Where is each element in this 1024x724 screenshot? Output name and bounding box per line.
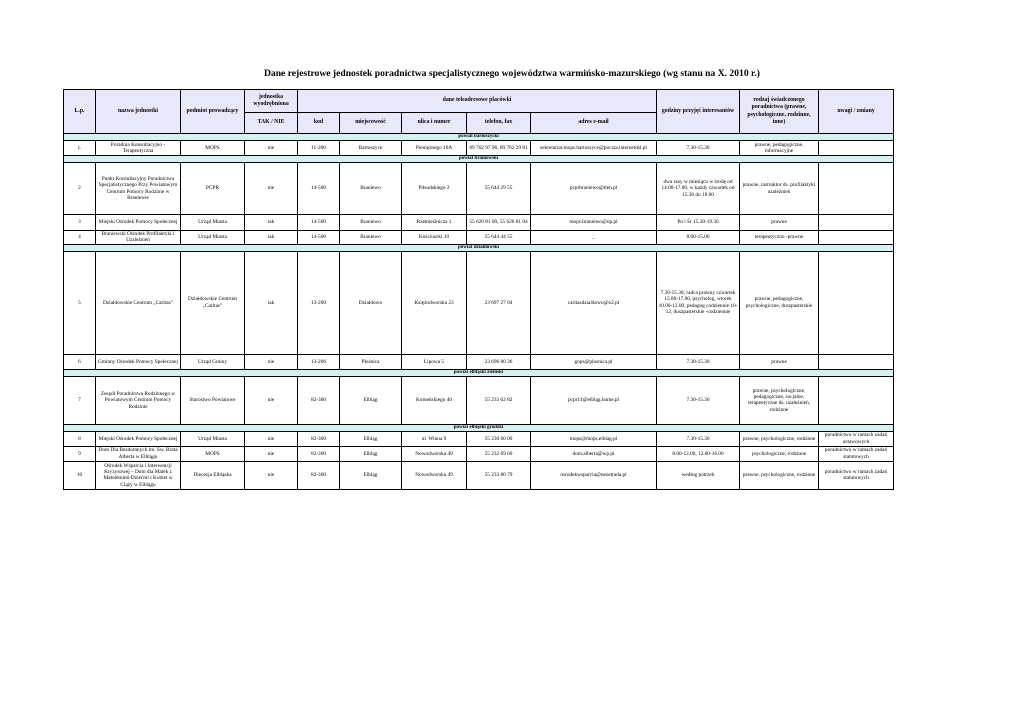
cell-uwagi (819, 215, 894, 231)
cell-podmiot: MOPS (181, 141, 245, 156)
cell-nazwa: Braniewski Ośrodek Profilaktyki i Uzależnień (96, 231, 181, 245)
col-header-nazwa: nazwa jednostki (96, 90, 181, 134)
cell-miejscowosc: Działdowo (340, 251, 402, 354)
section-label: powiat bartoszycki (64, 134, 894, 141)
cell-uwagi: poradnictwo w ramach zadań ustawowych (819, 431, 894, 446)
section-label: powiat elbląski ziemski (64, 369, 894, 376)
cell-ulica: Nowodworska 49 (402, 461, 467, 489)
cell-tak-nie: nie (245, 446, 298, 461)
cell-tak-nie: nie (245, 461, 298, 489)
cell-kod: 14-500 (298, 215, 340, 231)
cell-rodzaj: prawne (740, 354, 819, 369)
cell-email: caritasdzialdowo@o2.pl (531, 251, 657, 354)
cell-email: pcpr14@elbląg.home.pl (531, 376, 657, 424)
cell-uwagi: poradnictwo w ramach zadań statutowych (819, 446, 894, 461)
cell-miejscowosc: Braniewo (340, 231, 402, 245)
cell-godziny: 7.30-15.30 (657, 354, 740, 369)
cell-nazwa: Ośrodek Wsparcia i Interwencji Kryzysowej – Dom dla Matek z Małoletnimi Dziećmi i Kobiet w Ciąży w Elblągu (96, 461, 181, 489)
cell-telefon: 23 697 27 04 (467, 251, 531, 354)
cell-rodzaj: prawne, pedagogiczne, informacyjne (740, 141, 819, 156)
cell-kod: 82-300 (298, 431, 340, 446)
cell-ulica: Rzemieślnicza 1 (402, 215, 467, 231)
col-header-email: adres e-mail (531, 113, 657, 134)
cell-kod: 13-206 (298, 354, 340, 369)
cell-telefon: 55 233 62 82 (467, 376, 531, 424)
cell-godziny: 7.30-15.30 (657, 431, 740, 446)
cell-podmiot: Działdowskie Centrum „Caritas” (181, 251, 245, 354)
cell-kod: 14-500 (298, 231, 340, 245)
table-row (64, 141, 894, 156)
cell-podmiot: PCPR (181, 163, 245, 215)
col-header-telefon: telefon, fax (467, 113, 531, 134)
cell-ulica: Komeńskiego 40 (402, 376, 467, 424)
col-header-kod: kod (298, 113, 340, 134)
cell-tak-nie: nie (245, 141, 298, 156)
cell-tak-nie: tak (245, 231, 298, 245)
section-row (64, 424, 894, 431)
cell-lp: 8 (64, 431, 96, 446)
cell-telefon: 89 762 97 96, 89 762 29 81 (467, 141, 531, 156)
cell-email: gops@plosnica.pl (531, 354, 657, 369)
col-header-jednostka: jednostka wyodrębniona (245, 90, 298, 113)
section-row (64, 156, 894, 163)
cell-rodzaj: prawne, psychologiczne, pedagogiczne, socjalne, terapeutyczne ds. uzależnień, rodzinne (740, 376, 819, 424)
cell-uwagi (819, 354, 894, 369)
cell-lp: 2 (64, 163, 96, 215)
cell-tak-nie: nie (245, 376, 298, 424)
cell-ulica: ul. Winna 9 (402, 431, 467, 446)
cell-godziny: dwa razy w miesiącu w środę od 14.00-17.00, w każdy czwartek od 15.30 do 18.00 (657, 163, 740, 215)
cell-kod: 13-200 (298, 251, 340, 354)
cell-godziny: według potrzeb (657, 461, 740, 489)
cell-nazwa: Gminny Ośrodek Pomocy Społecznej (96, 354, 181, 369)
col-header-lp: L.p. (64, 90, 96, 134)
cell-miejscowosc: Braniewo (340, 215, 402, 231)
cell-kod: 82-300 (298, 461, 340, 489)
cell-ulica: Księżodworska 23 (402, 251, 467, 354)
cell-telefon: 55 233 80 79 (467, 461, 531, 489)
header-row (64, 90, 894, 113)
cell-rodzaj: terapeutyczno -prawne (740, 231, 819, 245)
cell-podmiot: MOPS (181, 446, 245, 461)
cell-podmiot: Diecezja Elbląska (181, 461, 245, 489)
cell-godziny: 7.30-15.30; radca prawny czwartek 15.00-17.00, psycholog, wtorek 10.00-12.00, pedagog codziennie 10-12, duszpasterskie -codziennie (657, 251, 740, 354)
cell-uwagi (819, 231, 894, 245)
table-row (64, 461, 894, 489)
cell-tak-nie: tak (245, 215, 298, 231)
col-header-godziny: godziny przyjęć interesantów (657, 90, 740, 134)
table-row (64, 215, 894, 231)
cell-telefon: 55 232 69 60 (467, 446, 531, 461)
cell-godziny: 7.30-15.30 (657, 376, 740, 424)
cell-rodzaj: prawne, psychologiczne, rodzinne (740, 431, 819, 446)
cell-miejscowosc: Bartoszyce (340, 141, 402, 156)
table-row (64, 354, 894, 369)
cell-ulica: Piłsudskiego 2 (402, 163, 467, 215)
section-row (64, 134, 894, 141)
cell-nazwa: Poradnia Konsultacyjno - Terapeutyczna (96, 141, 181, 156)
section-row (64, 244, 894, 251)
cell-rodzaj: prawne, psychologiczne, rodzinne (740, 461, 819, 489)
cell-lp: 9 (64, 446, 96, 461)
cell-nazwa: Działdowskie Centrum „Caritas” (96, 251, 181, 354)
col-header-ulica: ulica i numer (402, 113, 467, 134)
cell-telefon: 55 644 29 55 (467, 163, 531, 215)
cell-ulica: Kościuszki 10 (402, 231, 467, 245)
cell-godziny: Pn i Śr 15.30-19.30 (657, 215, 740, 231)
section-row (64, 369, 894, 376)
cell-podmiot: Urząd Miasta (181, 431, 245, 446)
cell-telefon: 23 696 80 36 (467, 354, 531, 369)
cell-ulica: Pieniężnego 10A (402, 141, 467, 156)
table-row (64, 231, 894, 245)
cell-tak-nie: nie (245, 431, 298, 446)
cell-uwagi: poradnictwo w ramach zadań statutowych (819, 461, 894, 489)
cell-telefon: 55 620 81 00, 55 620 81 04 (467, 215, 531, 231)
cell-nazwa: Zespół Poradnictwa Rodzinnego w Powiatowym Centrum Pomocy Rodzinie (96, 376, 181, 424)
cell-ulica: Nowodworska 49 (402, 446, 467, 461)
cell-lp: 10 (64, 461, 96, 489)
cell-uwagi (819, 141, 894, 156)
cell-podmiot: Urząd Gminy (181, 354, 245, 369)
cell-email: osrodekwsparcia@neostrada.pl (531, 461, 657, 489)
cell-rodzaj: prawne (740, 215, 819, 231)
cell-lp: 5 (64, 251, 96, 354)
cell-nazwa: Dom Dla Bezdomnych im. Św. Brata Alberta w Elblągu (96, 446, 181, 461)
cell-tak-nie: nie (245, 163, 298, 215)
cell-miejscowosc: Elbląg (340, 461, 402, 489)
cell-miejscowosc: Elbląg (340, 376, 402, 424)
cell-miejscowosc: Braniewo (340, 163, 402, 215)
cell-kod: 82-300 (298, 446, 340, 461)
table-row (64, 163, 894, 215)
cell-telefon: 55 230 60 00 (467, 431, 531, 446)
table-row (64, 251, 894, 354)
cell-godziny: 7.30-15.30 (657, 141, 740, 156)
table-row (64, 376, 894, 424)
cell-email: mops@mops.elblag.pl (531, 431, 657, 446)
cell-podmiot: Urząd Miasta (181, 231, 245, 245)
cell-lp: 7 (64, 376, 96, 424)
cell-email: mops.braniewo@op.pl (531, 215, 657, 231)
cell-uwagi (819, 376, 894, 424)
cell-email: sekretariat.mops.bartoszyce@poczta.internetdsl.pl (531, 141, 657, 156)
cell-lp: 1. (64, 141, 96, 156)
cell-kod: 82-300 (298, 376, 340, 424)
cell-ulica: Lipowa 5 (402, 354, 467, 369)
cell-lp: 3 (64, 215, 96, 231)
cell-miejscowosc: Elbląg (340, 446, 402, 461)
table-row (64, 446, 894, 461)
col-header-tak-nie: TAK / NIE (245, 113, 298, 134)
table-row (64, 431, 894, 446)
cell-email: pcprbraniewo@tlen.pl (531, 163, 657, 215)
col-header-uwagi: uwagi / zmiany (819, 90, 894, 134)
registry-table (63, 89, 894, 490)
cell-kod: 14-500 (298, 163, 340, 215)
cell-email: dom.alberta@wp.pl (531, 446, 657, 461)
cell-tak-nie: nie (245, 354, 298, 369)
cell-telefon: 55 644 44 55 (467, 231, 531, 245)
cell-tak-nie: tak (245, 251, 298, 354)
col-header-podmiot: podmiot prowadzący (181, 90, 245, 134)
cell-rodzaj: prawne, instruktor ds. profilaktyki uzależnień (740, 163, 819, 215)
cell-rodzaj: psychologiczne, rodzinne (740, 446, 819, 461)
col-header-dane: dane teleadresowe placówki (298, 90, 657, 113)
cell-uwagi (819, 163, 894, 215)
cell-godziny: 8.00-15.00 (657, 231, 740, 245)
cell-podmiot: Urząd Miasta (181, 215, 245, 231)
cell-nazwa: Miejski Ośrodek Pomocy Społecznej (96, 215, 181, 231)
cell-email: _ (531, 231, 657, 245)
cell-uwagi (819, 251, 894, 354)
cell-nazwa: Miejski Ośrodek Pomocy Społecznej (96, 431, 181, 446)
cell-podmiot: Starostwo Powiatowe (181, 376, 245, 424)
cell-rodzaj: prawne, pedagogiczne, psychologiczne, duszpasterskie (740, 251, 819, 354)
cell-lp: 4 (64, 231, 96, 245)
cell-godziny: 8.00-12.00, 12.00-16.00 (657, 446, 740, 461)
cell-kod: 11-200 (298, 141, 340, 156)
col-header-miejscowosc: miejscowość (340, 113, 402, 134)
cell-miejscowosc: Elbląg (340, 431, 402, 446)
col-header-rodzaj: rodzaj świadczonego poradnictwa (prawne, psychologiczne, rodzinne, inne) (740, 90, 819, 134)
cell-lp: 6 (64, 354, 96, 369)
section-label: powiat elbląski grodzki (64, 424, 894, 431)
document-title: Dane rejestrowe jednostek poradnictwa specjalistycznego województwa warmińsko-mazurskiego (wg stanu na X. 2010 r.) (264, 68, 760, 79)
cell-nazwa: Punkt Konsultacyjny Poradnictwa Specjalistycznego Przy Powiatowym Centrum Pomocy Rodzinie w Braniewie (96, 163, 181, 215)
cell-miejscowosc: Płośnica (340, 354, 402, 369)
section-label: powiat braniewski (64, 156, 894, 163)
section-label: powiat działdowski (64, 244, 894, 251)
